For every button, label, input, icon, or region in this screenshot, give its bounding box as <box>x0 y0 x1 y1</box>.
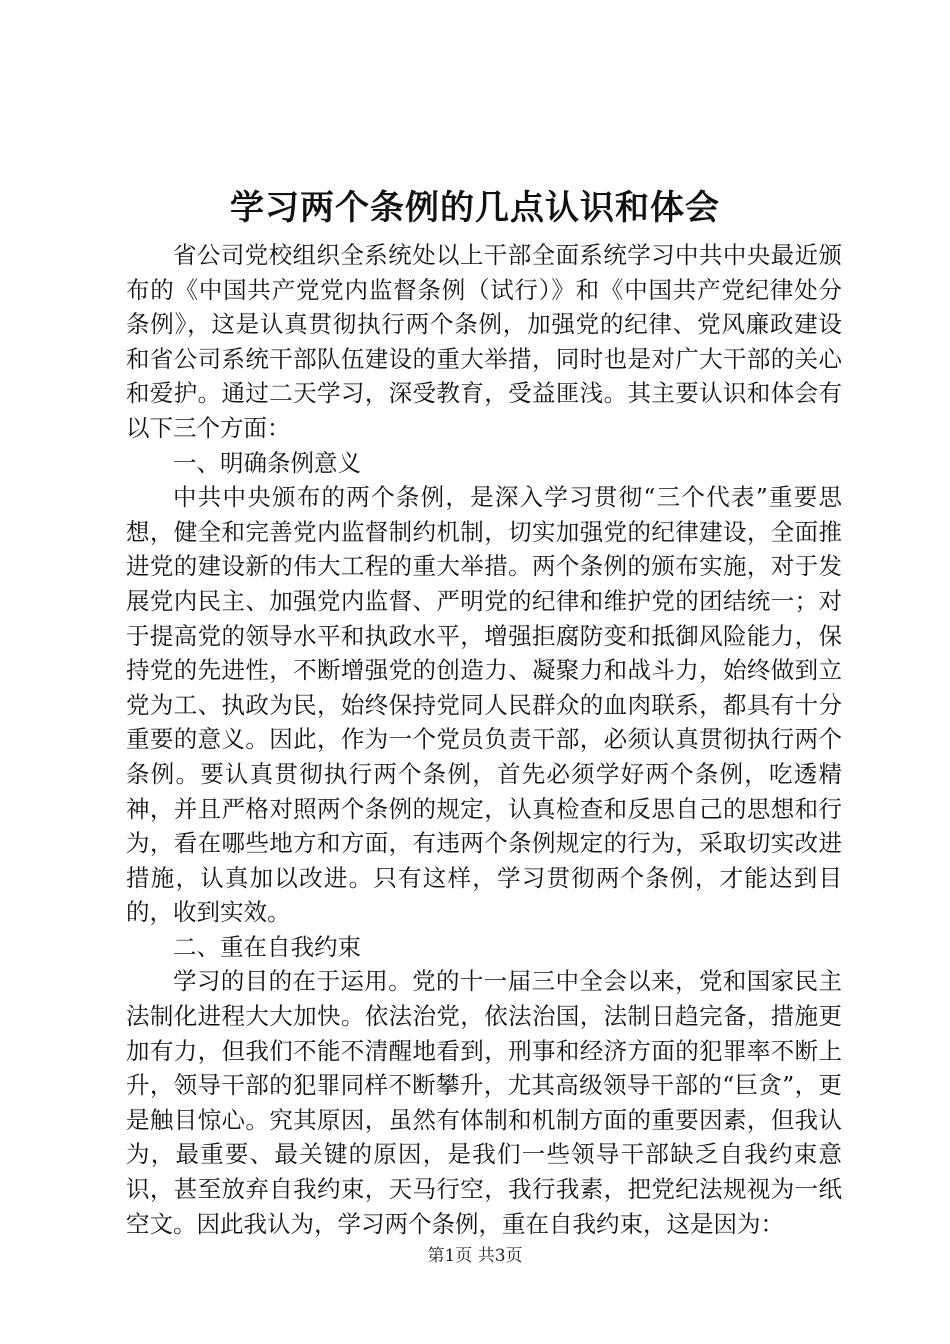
page-footer: 第1页 共3页 <box>427 1246 523 1266</box>
section-2-paragraph: 学习的目的在于运用。党的十一届三中全会以来，党和国家民主法制化进程大大加快。依法治党，依法治国，法制日趋完备，措施更加有力，但我们不能不清醒地看到，刑事和经济方面的犯罪率不断上升，领导干部的犯罪同样不断攀升，尤其高级领导干部的“巨贪”，更是触目惊心。究其原因，虽然有体制和机制方面的重要因素，但我认为，最重要、最关键的原因，是我们一些领导干部缺乏自我约束意识，甚至放弃自我约束，天马行空，我行我素，把党纪法规视为一纸空文。因此我认为，学习两个条例，重在自我约束，这是因为： <box>126 967 842 1238</box>
section-1-paragraph: 中共中央颁布的两个条例，是深入学习贯彻“三个代表”重要思想，健全和完善党内监督制约机制，切实加强党的纪律建设，全面推进党的建设新的伟大工程的重大举措。两个条例的颁布实施，对于发展党内民主、加强党内监督、严明党的纪律和维护党的团结统一；对于提高党的领导水平和执政水平，增强拒腐防变和抵御风险能力，保持党的先进性，不断增强党的创造力、凝聚力和战斗力，始终做到立党为工、执政为民，始终保持党同人民群众的血肉联系，都具有十分重要的意义。因此，作为一个党员负责干部，必须认真贯彻执行两个条例。要认真贯彻执行两个条例，首先必须学好两个条例，吃透精神，并且严格对照两个条例的规定，认真检查和反思自己的思想和行为，看在哪些地方和方面，有违两个条例规定的行为，采取切实改进措施，认真加以改进。只有这样，学习贯彻两个条例，才能达到目的，收到实效。 <box>126 483 842 927</box>
section-heading-1: 一、明确条例意义 <box>173 448 361 477</box>
document-body <box>126 238 842 1241</box>
intro-paragraph: 省公司党校组织全系统处以上干部全面系统学习中共中央最近颁布的《中国共产党党内监督条例（试行）》和《中国共产党纪律处分条例》，这是认真贯彻执行两个条例，加强党的纪律、党风廉政建设和省公司系统干部队伍建设的重大举措，同时也是对广大干部的关心和爱护。通过二天学习，深受教育，受益匪浅。其主要认识和体会有以下三个方面： <box>126 241 842 442</box>
document-title: 学习两个条例的几点认识和体会 <box>230 188 720 228</box>
section-heading-2: 二、重在自我约束 <box>173 932 361 961</box>
